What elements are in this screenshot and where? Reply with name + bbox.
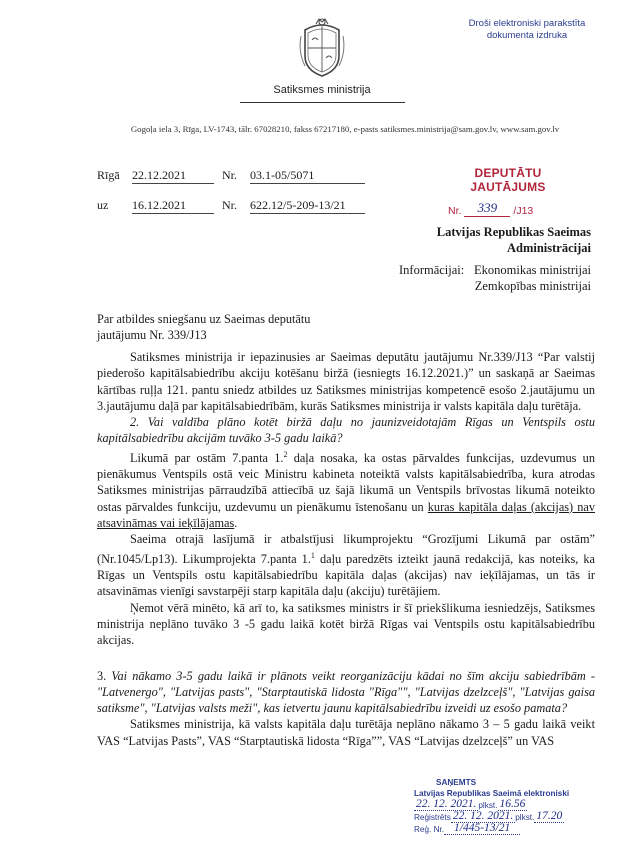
- paragraph-law-ports: [97, 447, 595, 532]
- coat-of-arms-icon: [297, 16, 347, 80]
- paragraph-intro: Satiksmes ministrija ir iepazinusies ar Saeimas deputātu jautājumu Nr.339/J13 “Par valstij piederošo kapitālsabiedrību akciju kotēšanu biržā (iesniegts 16.12.2021.)” un saskaņā ar Saeimas kārtības ruļļa 121. pantu sniedz atbildes uz Satiksmes ministrijas kompetencē esošo 2.jautājumu un 3.jautājumu daļā par kapitālsabiedrībām, kurās Satiksmes ministrija ir valsts kapitāla daļu turētāja.: [97, 350, 595, 413]
- paragraph-amendments-a: Saeima otrajā lasījumā ir atbalstījusi likumprojektu “Grozījumi Likumā par ostām” (Nr.1045/Lp13). Likumprojekta 7.panta 1.: [97, 532, 595, 566]
- reg-number-label: Reģ. Nr.: [414, 825, 445, 834]
- superscript: 1: [310, 550, 315, 560]
- registered-label: Reģistrēts: [414, 813, 451, 822]
- reference-date: 16.12.2021: [132, 198, 214, 214]
- letter-number: 03.1-05/5071: [250, 168, 365, 184]
- reg-number-row: [414, 823, 619, 835]
- info-recipient-1: Ekonomikas ministrijai: [473, 263, 591, 277]
- ministry-name: Satiksmes ministrija: [273, 84, 371, 96]
- e-signature-line2: dokumenta izdruka: [486, 30, 568, 41]
- received-time-label: plkst.: [478, 801, 498, 810]
- deputy-stamp-nr-label: Nr.: [448, 205, 462, 217]
- subject-line2: jautājumu Nr. 339/J13: [97, 328, 207, 342]
- registered-date: 22. 12. 2021.: [452, 810, 514, 822]
- reg-number: 1/445-13/21: [444, 823, 520, 835]
- paragraph-answer-3: Satiksmes ministrija, kā valsts kapitāla daļu turētāja neplāno nākamo 3 – 5 gadu laikā veikt VAS “Latvijas Pasts”, VAS “Starptautiskā lidosta “Rīga””, VAS “Latvijas dzelzceļš” un VAS: [97, 717, 595, 748]
- deputy-stamp-title: DEPUTĀTU JAUTĀJUMS: [470, 166, 546, 194]
- to-label: uz: [97, 198, 109, 212]
- question-3-number: 3.: [97, 668, 112, 683]
- letter-date: 22.12.2021: [132, 168, 214, 184]
- paragraph-law-ports-b: daļa nosaka, ka ostas pārvaldes funkcijas, uzdevumus un pienākumus Ventspils ostā veic Ministru kabineta noteiktā valsts kapitālsabiedrība, kura atrodas Satiksmes ministrijas pārraudzībā attiecībā uz šajā likumā un Ventspils brīvostas likumā noteikto ostas pārvaldes funkciju, uzdevumu un pienākumu īstenošanu un: [97, 450, 595, 514]
- received-stamp: [414, 777, 619, 835]
- e-signature-line1: Droši elektroniski parakstīta: [468, 18, 586, 29]
- info-label: Informācijai:: [399, 263, 465, 277]
- received-time: 16.56: [499, 798, 526, 810]
- e-signature-stamp: [452, 18, 602, 42]
- registered-row: [414, 811, 619, 823]
- received-date-row: [414, 799, 619, 811]
- deputy-stamp-number: 339: [464, 200, 510, 217]
- to-nr-label: Nr.: [222, 198, 237, 212]
- underlined-clause: kuras kapitāla daļas (akcijas) nav atsavināmas vai ieķīlājamas: [97, 499, 595, 531]
- subject: [97, 311, 310, 343]
- letter-body: [97, 349, 595, 749]
- recipient-line1: Latvijas Republikas Saeimas: [436, 225, 591, 239]
- question-3: [97, 668, 595, 717]
- received-date: 22. 12. 2021.: [416, 798, 477, 810]
- period: .: [234, 516, 238, 531]
- deputy-question-stamp: [448, 166, 568, 217]
- place: Rīgā: [97, 168, 120, 182]
- received-stamp-title: SAŅEMTS: [436, 778, 477, 787]
- nr-label: Nr.: [222, 168, 237, 182]
- question-2: 2. Vai valdība plāno kotēt biržā daļu no jaunizveidotajām Rīgas un Ventspils ostu kapitālsabiedrību akcijām tuvāko 3-5 gadu laikā?: [97, 415, 595, 446]
- paragraph-law-ports-a: Likumā par ostām 7.panta 1.: [130, 450, 284, 465]
- recipient-line2: Administrācijai: [506, 241, 591, 255]
- deputy-stamp-suffix: /J13: [513, 205, 534, 217]
- registered-time-label: plkst.: [515, 813, 535, 822]
- paragraph-conclusion: Ņemot vērā minēto, kā arī to, ka satiksmes ministrs ir šī priekšlikuma iesniedzējs, Satiksmes ministrija neplāno tuvāko 3 -5 gadu laikā kotēt biržā Rīgas vai Ventspils ostu kapitālsabiedrību akcijas.: [97, 600, 595, 648]
- paragraph-amendments: [97, 531, 595, 599]
- contact-info: Gogoļa iela 3, Rīga, LV-1743, tālr. 67028210, fakss 67217180, e-pasts satiksmes.ministrija@sam.gov.lv, www.sam.gov.lv: [130, 124, 560, 134]
- paragraph-amendments-b: daļu paredzēts izteikt jaunā redakcijā, kas noteiks, ka Rīgas un Ventspils ostu kapitālsabiedrību kapitāla daļas (akcijas) nav ieķīlājamas, un tās ir atsavināmas vienīgi savstarpēji starp kapitāla daļu (akciju) turētājiem.: [97, 551, 595, 599]
- registered-time: 17.20: [536, 810, 563, 822]
- subject-line1: Par atbildes sniegšanu uz Saeimas deputātu: [97, 312, 311, 326]
- received-stamp-org: Latvijas Republikas Saeimā elektroniski: [414, 789, 570, 798]
- header-divider: [240, 102, 405, 103]
- question-3-text: Vai nākamo 3-5 gadu laikā ir plānots veikt reorganizāciju kādai no šīm akciju sabiedrībām - "Latvenergo", "Latvijas pasts", "Starptautiskā lidosta "Rīga"", "Latvijas dzelzceļš", "Latvijas gaisa satiksme", "Latvijas valsts meži", kas ietvertu jaunu kapitālsabiedrību izveidi uz esošo pamata?: [97, 668, 596, 716]
- superscript: 2: [283, 449, 288, 459]
- info-recipient-2: Zemkopības ministrijai: [474, 279, 591, 293]
- reference-number: 622.12/5-209-13/21: [250, 198, 365, 214]
